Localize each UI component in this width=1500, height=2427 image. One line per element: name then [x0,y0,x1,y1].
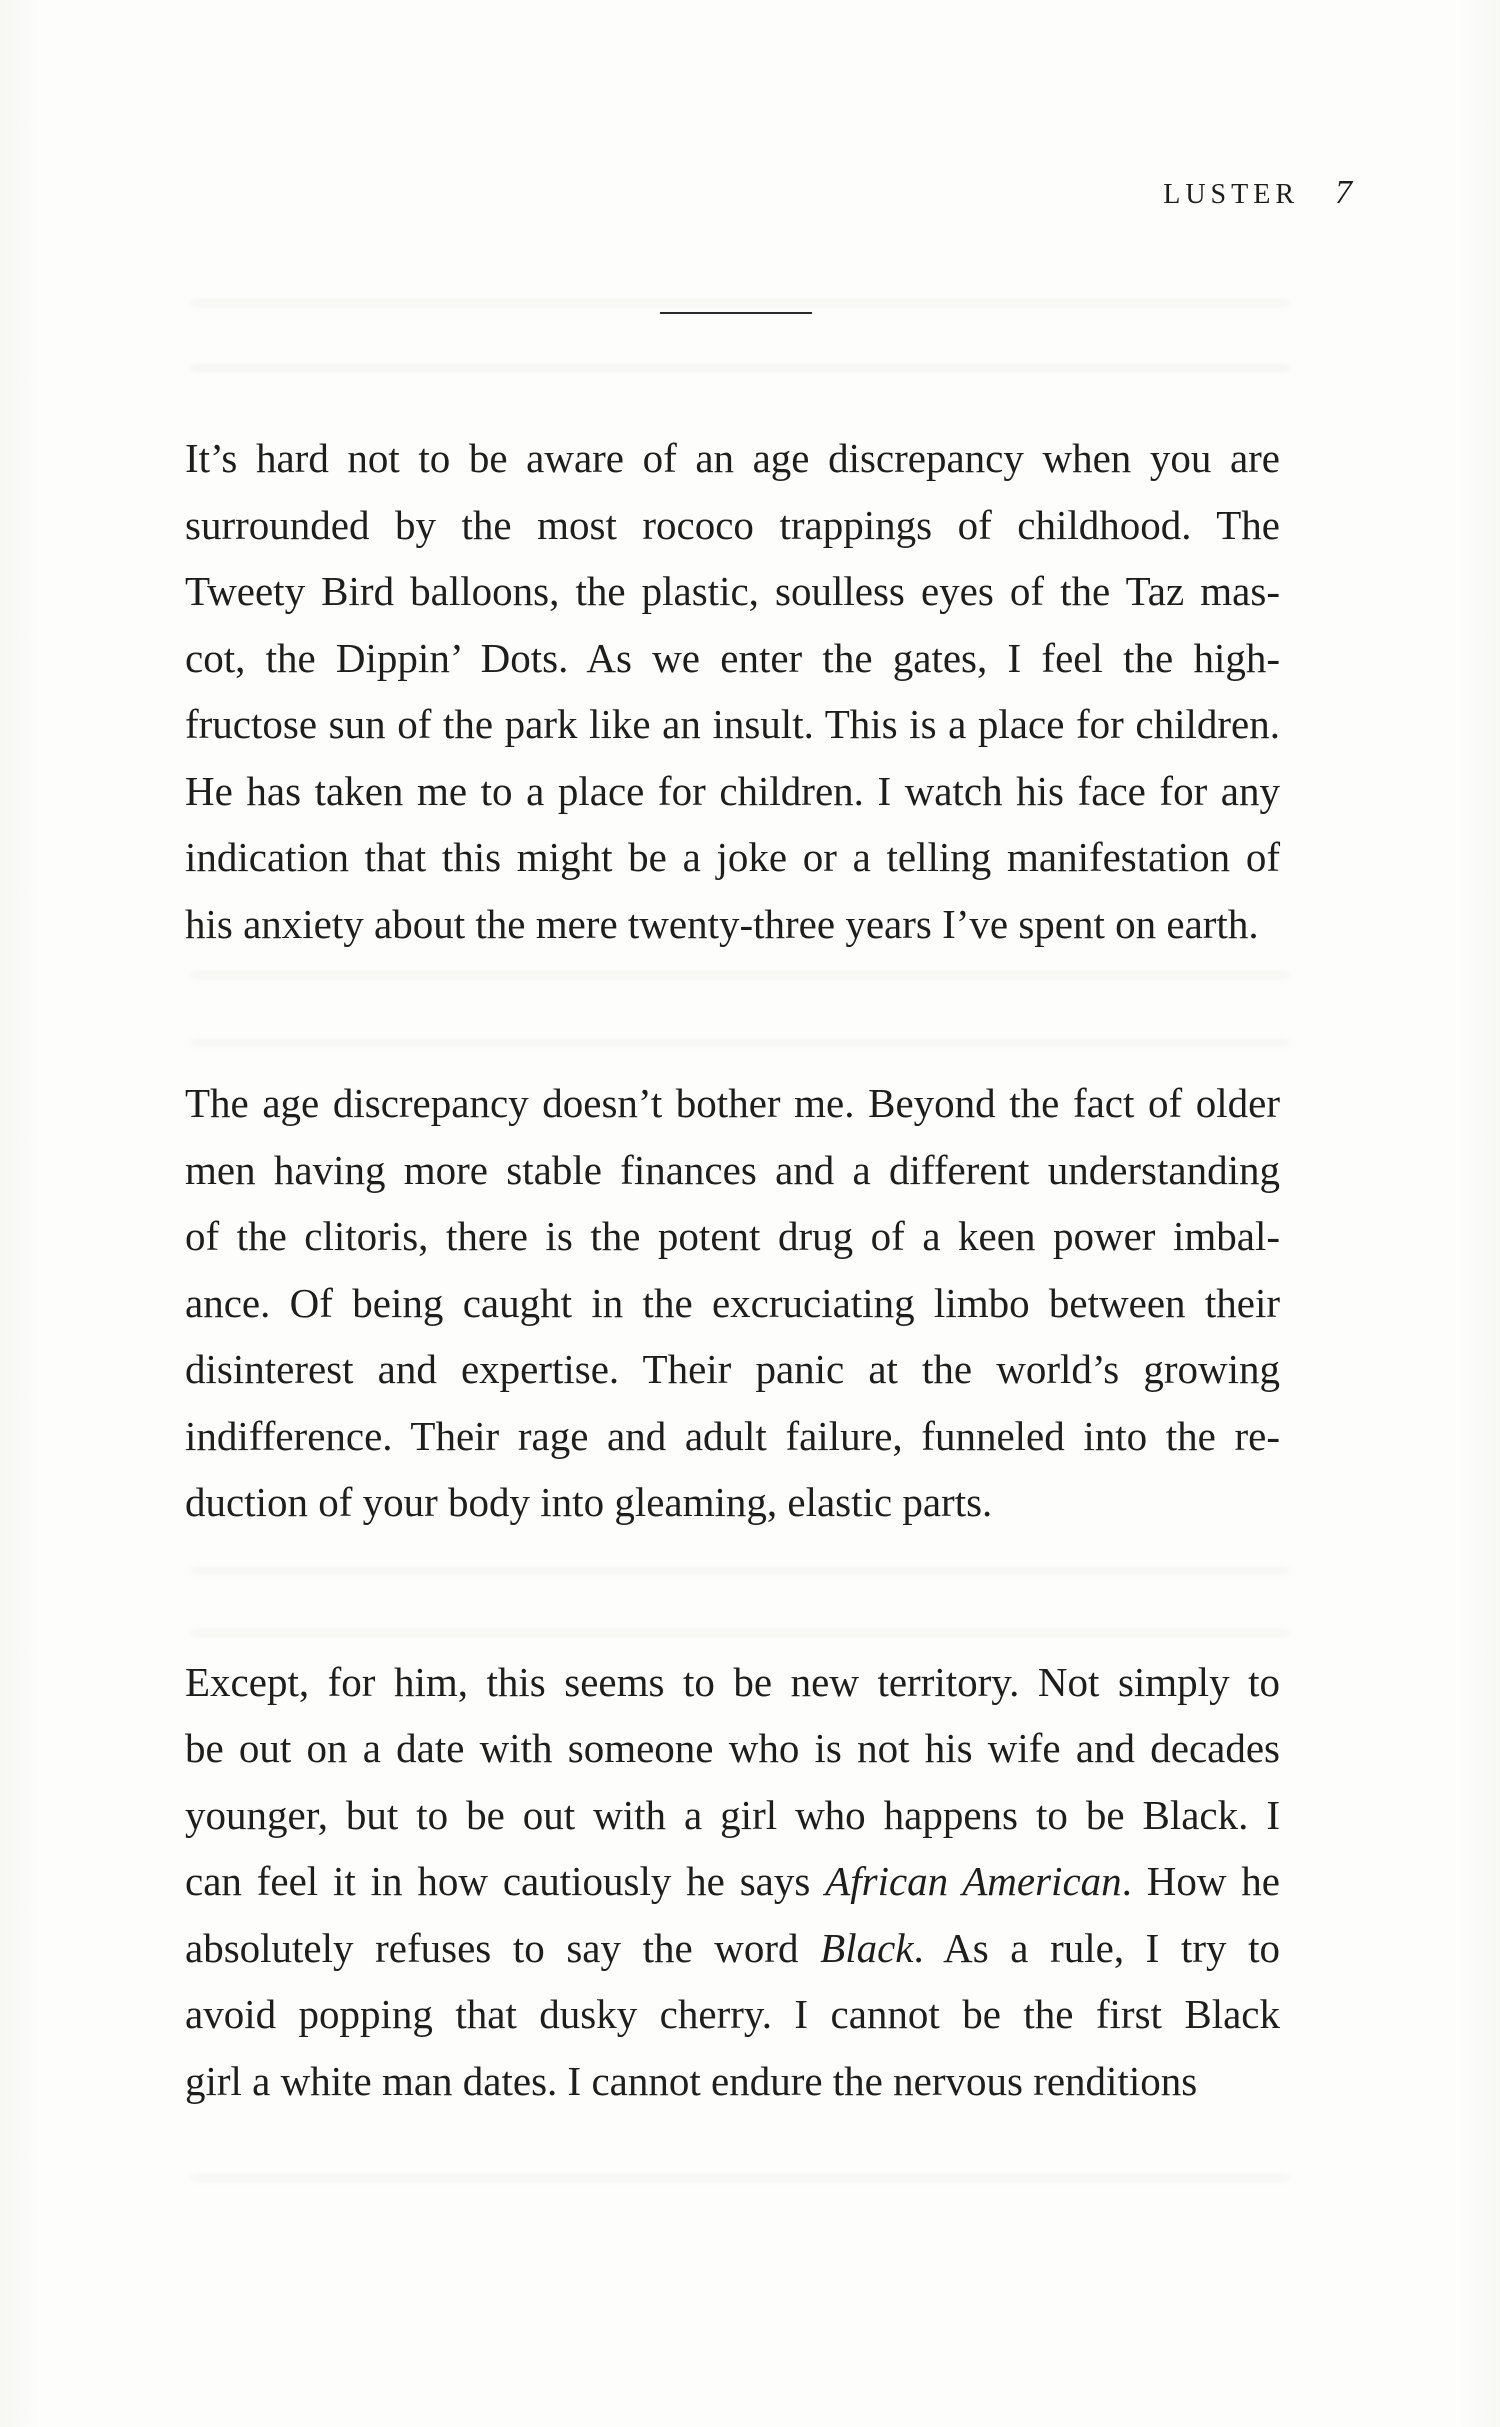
text-line: his anxiety about the mere twenty-three years I’ve spent on earth. [185,900,1259,947]
text-line [185,1915,1280,1982]
text-line: avoid popping that dusky cherry. I cannot be the first Black [185,1991,1280,2037]
text-line: be out on a date with someone who is not his wife and decades [185,1725,1280,1771]
section-break-rule [660,312,812,314]
text-line: indifference. Their rage and adult failure, funneled into the re- [185,1412,1280,1459]
paragraph-1 [185,425,1280,957]
page-number: 7 [1335,174,1352,211]
text-line: It’s hard not to be aware of an age discrepancy when you are [185,435,1280,481]
text-line: disinterest and expertise. Their panic at the world’s growing [185,1346,1280,1392]
text-line: younger, but to be out with a girl who happens to be Black. I [185,1791,1280,1838]
text-run: can feel it in how cautiously he says [185,1858,826,1904]
text-line: surrounded by the most rococo trappings of childhood. The [185,501,1280,548]
text-run: . As a rule, I try to [913,1924,1280,1971]
paragraph-3 [185,1649,1280,2115]
paragraph-2 [185,1070,1280,1536]
running-title: LUSTER [1163,179,1299,210]
running-header [1163,174,1352,212]
text-line: Except, for him, this seems to be new territory. Not simply to [185,1658,1280,1705]
show-through-shadow [190,365,1290,371]
text-line: duction of your body into gleaming, elastic parts. [185,1479,993,1525]
text-line: men having more stable finances and a different understanding [185,1146,1280,1193]
text-line: cot, the Dippin’ Dots. As we enter the gates, I feel the high- [185,634,1280,681]
body-text [185,425,1280,2114]
text-line: He has taken me to a place for children. I watch his face for any [185,767,1280,814]
text-line: girl a white man dates. I cannot endure the nervous renditions [185,2057,1198,2104]
text-line: of the clitoris, there is the potent drug of a keen power imbal- [185,1213,1280,1259]
text-line: The age discrepancy doesn’t bother me. Beyond the fact of older [185,1080,1280,1126]
text-line: fructose sun of the park like an insult. This is a place for children. [185,701,1280,747]
text-line [185,1848,1280,1915]
italic-phrase: Black [820,1924,914,1971]
text-run: absolutely refuses to say the word [185,1924,821,1971]
show-through-shadow [190,300,1290,306]
italic-phrase: African American [825,1858,1122,1904]
text-run: . How he [1121,1858,1281,1904]
text-line: ance. Of being caught in the excruciating limbo between their [185,1279,1280,1326]
text-line: indication that this might be a joke or a telling manifestation of [185,834,1280,880]
text-line: Tweety Bird balloons, the plastic, soulless eyes of the Taz mas- [185,568,1280,614]
show-through-shadow [190,2175,1290,2181]
